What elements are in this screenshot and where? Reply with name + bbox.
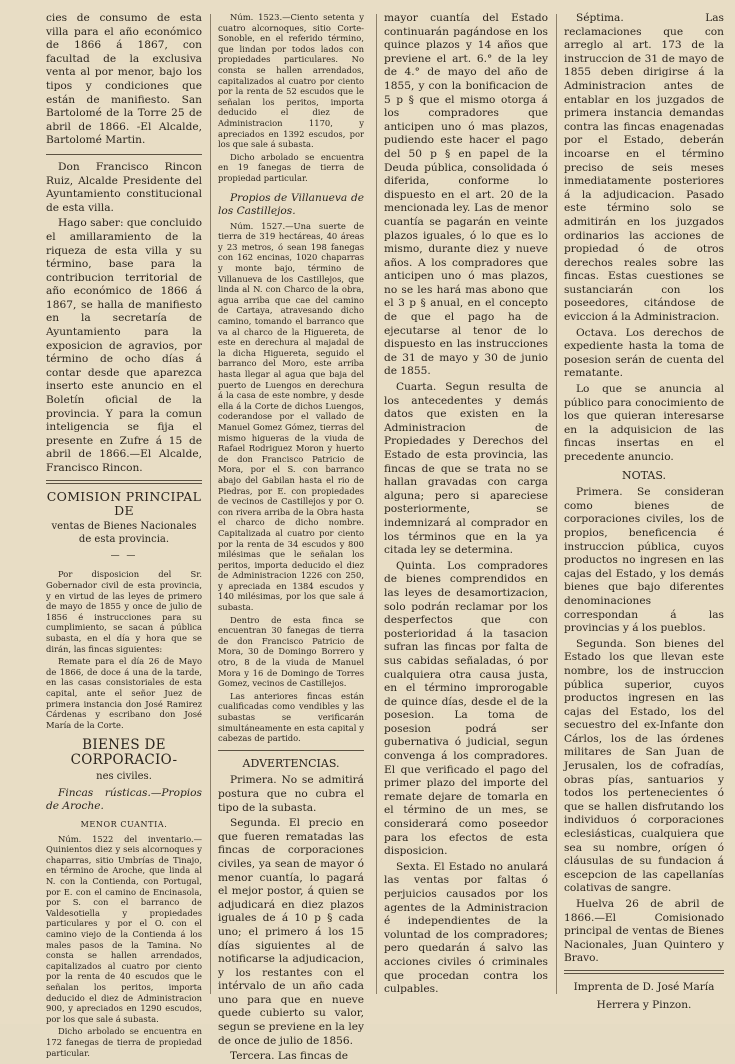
paragraph-dentro: Dentro de esta finca se encuentran 30 fanegas de tierra de don Francisco Patricio de Mora, 30 de Domingo Borrero y otro, 8 de la viuda de Manuel Mora y 16 de Domingo de Torres Gomez, vecinos de Castillejos. [218,614,364,689]
paragraph-sexta: Sexta. El Estado no anulará las ventas por faltas ó perjuicios causados por los agentes de la Administracion é independientes de la voluntad de los compradores; pero quedarán á salvo las acciones civiles ó criminales que procedan contra los culpables. [384,860,548,996]
heading-comision-sub: ventas de Bienes Nacionales de esta provincia. [51,520,197,546]
paragraph-notas-segunda: Segunda. Son bienes del Estado los que llevan este nombre, los de instruccion pública superior, cuyos productos ingresen en las cajas del Estado, los del secuestro del ex-Infante don Cárlos, los de las órdenes militares de San Juan de Jerusalen, los de cofradías, obras pías, santuarios y todos los pertenecientes ó que se hallen disfrutando los individuos ó corporaciones eclesiásticas, cualquiera que sea su nombre, orígen ó cláusulas de su fundacion á escepcion de las capellanías colativas de sangre. [564,637,724,895]
column-rule-2 [376,14,377,994]
paragraph-rincon-body: Hago saber: que concluido el amillaramiento de la riqueza de esta villa y su término, base para la contribucion territorial de año económico de 1866 á 1867, se halla de manifiesto en la secretaría de Ayuntamiento para la exposicion de agravios, por término de ocho días á contar desde que aparezca inserto este anuncio en el Boletín oficial de la provincia. Y para la comun inteligencia se fija el presente en Zufre á 15 de abril de 1866.—El Alcalde, Francisco Rincon. [46,217,202,474]
column-1 [46,12,202,1058]
column-3 [384,12,548,998]
heading-advertencias: ADVERTENCIAS. [242,756,340,770]
paragraph-anteriores: Las anteriores fincas están cualificadas como vendibles y las subastas se verificarán simultáneamente en esta capital y cabezas de partido. [218,690,364,744]
paragraph-arbolado-1: Dicho arbolado se encuentra en 172 fanegas de tierra de propiedad particular. [46,1026,202,1058]
double-divider [46,480,202,484]
column-rule-1 [210,14,211,994]
column-2 [218,12,364,1063]
imprint-line-1: Imprenta de D. José María [573,980,715,993]
paragraph-septima: Séptima. Las reclamaciones que con arreglo al art. 173 de la instruccion de 31 de mayo de 1855 deben dirigirse á la Administracion antes de entablar en los juzgados de primera instancia demandas contra las fincas enagenadas por el Estado, deberán incoarse en el término preciso de seis meses inmediatamente posteriores á la adjudicacion. Pasado este término solo se admitirán en los juzgados ordinarios las acciones de propiedad ó de otros derechos reales sobre las fincas. Estas cuestiones se sustanciarán con los poseedores, citándose de eviccion á la Administracion. [564,12,724,324]
paragraph-octava: Octava. Los derechos de expediente hasta la toma de posesion serán de cuenta del rematante. [564,326,724,380]
paragraph-huelva: Huelva 26 de abril de 1866.—El Comisionado principal de ventas de Bienes Nacionales, Juan Quintero y Bravo. [564,898,724,965]
paragraph-primera: Primera. No se admitirá postura que no cubra el tipo de la subasta. [218,774,364,814]
divider [46,154,202,155]
paragraph-rincon-title: Don Francisco Rincon Ruiz, Alcalde Presidente del Ayuntamiento constitucional de esta villa. [46,160,202,214]
paragraph-anuncia: Lo que se anuncia al público para conocimiento de los que quieran interesarse en la adquisicion de las fincas insertas en el precedente anuncio. [564,383,724,463]
heading-bienes-sub: nes civiles. [96,771,152,783]
paragraph-remate: Remate para el día 26 de Mayo de 1866, de doce á una de la tarde, en las casas consistoriales de esta capital, ante el señor Juez de primera instancia don José Ramirez Cárdenas y escribano don José María de la Corte. [46,656,202,730]
paragraph-1522: Núm. 1522 del inventario.—Quinientos diez y seis alcornoques y chaparras, sitio Umbrías de Tinajo, en término de Aroche, que linda al N. con la Contienda, con Portugal, por E. con el camino de Encinasola, por S. con el barranco de Valdesotiella y propiedades particulares y por el O. con el camino viejo de la Contienda á los males pasos de la Tamina. No consta se hallen arrendados, capitalizados al cuatro por ciento por la renta de 40 escudos que le señalan los peritos, importa deducido el diez de Administracion 900, y apreciados en 1290 escudos, por los que sale á subasta. [46,833,202,1024]
imprint-line-2: Herrera y Pinzon. [596,998,692,1011]
heading-notas: NOTAS. [622,468,666,482]
paragraph-tercera-start: Tercera. Las fincas de [230,1050,349,1063]
column-rule-3 [556,14,557,994]
paragraph-1523: Núm. 1523.—Ciento setenta y cuatro alcornoques, sitio Corte-Sonoble, en el referido término, que lindan por todos lados con propiedades particulares. No consta se hallen arrendados, capitalizados al cuatro por ciento por la renta de 52 escudos que le señalan los peritos, importa deducido el diez de Administracion 1170, y apreciados en 1392 escudos, por los que sale á subasta. [218,12,364,150]
fincas-title: Fincas rústicas.—Propios de Aroche. [46,786,202,813]
menor-cuantia-label: MENOR CUANTIA. [80,820,168,830]
paragraph-arbolado-2: Dicho arbolado se encuentra en 19 fanegas de tierra de propiedad particular. [218,151,364,183]
paragraph-segunda: Segunda. El precio en que fueren rematadas las fincas de corporaciones civiles, ya sean de mayor ó menor cuantía, lo pagará el mejor postor, á quien se adjudicará en diez plazos iguales de á 10 p § cada uno; el primero á los 15 días siguientes al de notificarse la adjudicacion, y los restantes con el intérvalo de un año cada uno para que en nueve quede cubierto su valor, segun se previene en la ley de once de julio de 1856. [218,817,364,1047]
paragraph-quinta: Quinta. Los compradores de bienes comprendidos en las leyes de desamortizacion, solo podrán reclamar por los desperfectos que con posterioridad á la tasacion sufran las fincas por falta de sus cabidas señaladas, ó por cualquiera otra causa justa, en el término improrogable de quince días, desde el de la posesion. La toma de posesion podrá ser gubernativa ó judicial, segun convenga á los compradores. El que verificado el pago del primer plazo del importe del remate dejare de tomarla en el término de un mes, se considerará como poseedor para los efectos de esta disposicion. [384,559,548,858]
column-4 [564,12,724,1011]
paragraph-tercera-cont: mayor cuantía del Estado continuarán pagándose en los quince plazos y 14 años que previene el art. 6.° de la ley de 4.° de mayo del año de 1855, y con la bonificacion de 5 p § que el mismo otorga á los compradores que anticipen uno ó mas plazos, pudiendo este hacer el pago del 50 p § en papel de la Deuda pública, consolidada ó diferida, conforme lo dispuesto en el art. 20 de la mencionada ley. Las de menor cuantía se pagarán en veinte plazos iguales, ó lo que es lo mismo, durante diez y nueve años. A los compradores que anticipen uno ó mas plazos, no se les hará mas abono que el 3 p § anual, en el concepto de que el pago ha de ejecutarse al tenor de lo dispuesto en las instrucciones de 31 de mayo y 30 de junio de 1855. [384,12,548,378]
heading-comision: COMISION PRINCIPAL DE [46,488,202,518]
separator-ornament: — — [110,550,138,561]
paragraph-notas-primera: Primera. Se consideran como bienes de corporaciones civiles, los de propios, beneficencia é instruccion pública, cuyos productos no ingresen en las cajas del Estado, y los demás bienes que bajo diferentes denominaciones correspondan á las provincias y á los pueblos. [564,486,724,635]
paragraph-cuarta: Cuarta. Segun resulta de los antecedentes y demás datos que existen en la Administracion de Propiedades y Derechos del Estado de esta provincia, las fincas de que se trata no se hallan gravadas con carga alguna; pero si apareciese posteriormente, se indemnizará al comprador en los términos que en la ya citada ley se determina. [384,381,548,557]
divider [218,750,364,751]
propios-title: Propios de Villanueva de los Castillejos. [218,191,364,218]
paragraph-disposicion: Por disposicion del Sr. Gobernador civil de esta provincia, y en virtud de las leyes de primero de mayo de 1855 y once de julio de 1856 é instrucciones para su cumplimiento, se sacan á pública subasta, en el día y hora que se dirán, las fincas siguientes: [46,569,202,654]
paragraph-carry-over: cies de consumo de esta villa para el año económico de 1866 á 1867, con facultad de la exclusiva venta al por menor, bajo los tipos y condiciones que están de manifiesto. San Bartolomé de la Torre 25 de abril de 1866. -El Alcalde, Bartolomé Martin. [46,12,202,147]
double-divider [564,970,724,974]
heading-bienes: BIENES DE CORPORACIO- [70,737,178,769]
paragraph-1527: Núm. 1527.—Una suerte de tierra de 319 hectáreas, 40 áreas y 23 metros, ó sean 198 fanegas con 162 encinas, 1020 chaparras y monte bajo, término de Villanueva de los Castillejos, que linda al N. con Charco de la obra, agua arriba que cae del camino de Cartaya, atravesando dicho camino, tomando el barranco que va al charco de la Higuereta, de este en derechura al majadal de la dicha Higuereta, seguido el barranco del Moro, este arriba hasta llegar al agua que baja del puerto de Luengos en derechura á la casa de este nombre, y desde ella á la Corte de dichos Luengos, coderandose por el vallado de Manuel Gomez Gómez, tierras del mismo higueras de la viuda de Rafael Rodriguez Moron y huerto de don Francisco Patricio de Mora, por el S. con barranco abajo del Gabilan hasta el rio de Piedras, por E. con propiedades de vecinos de Castillejos y por O. con rivera arriba de la Obra hasta el charco de dicho nombre. Capitalizada al cuatro por ciento por la renta de 34 escudos y 800 milésimas que le señalan los peritos, importa deducido el diez de Administracion 1226 con 250, y apreciada en 1384 escudos y 140 milésimas, por los que sale á subasta. [218,220,364,613]
